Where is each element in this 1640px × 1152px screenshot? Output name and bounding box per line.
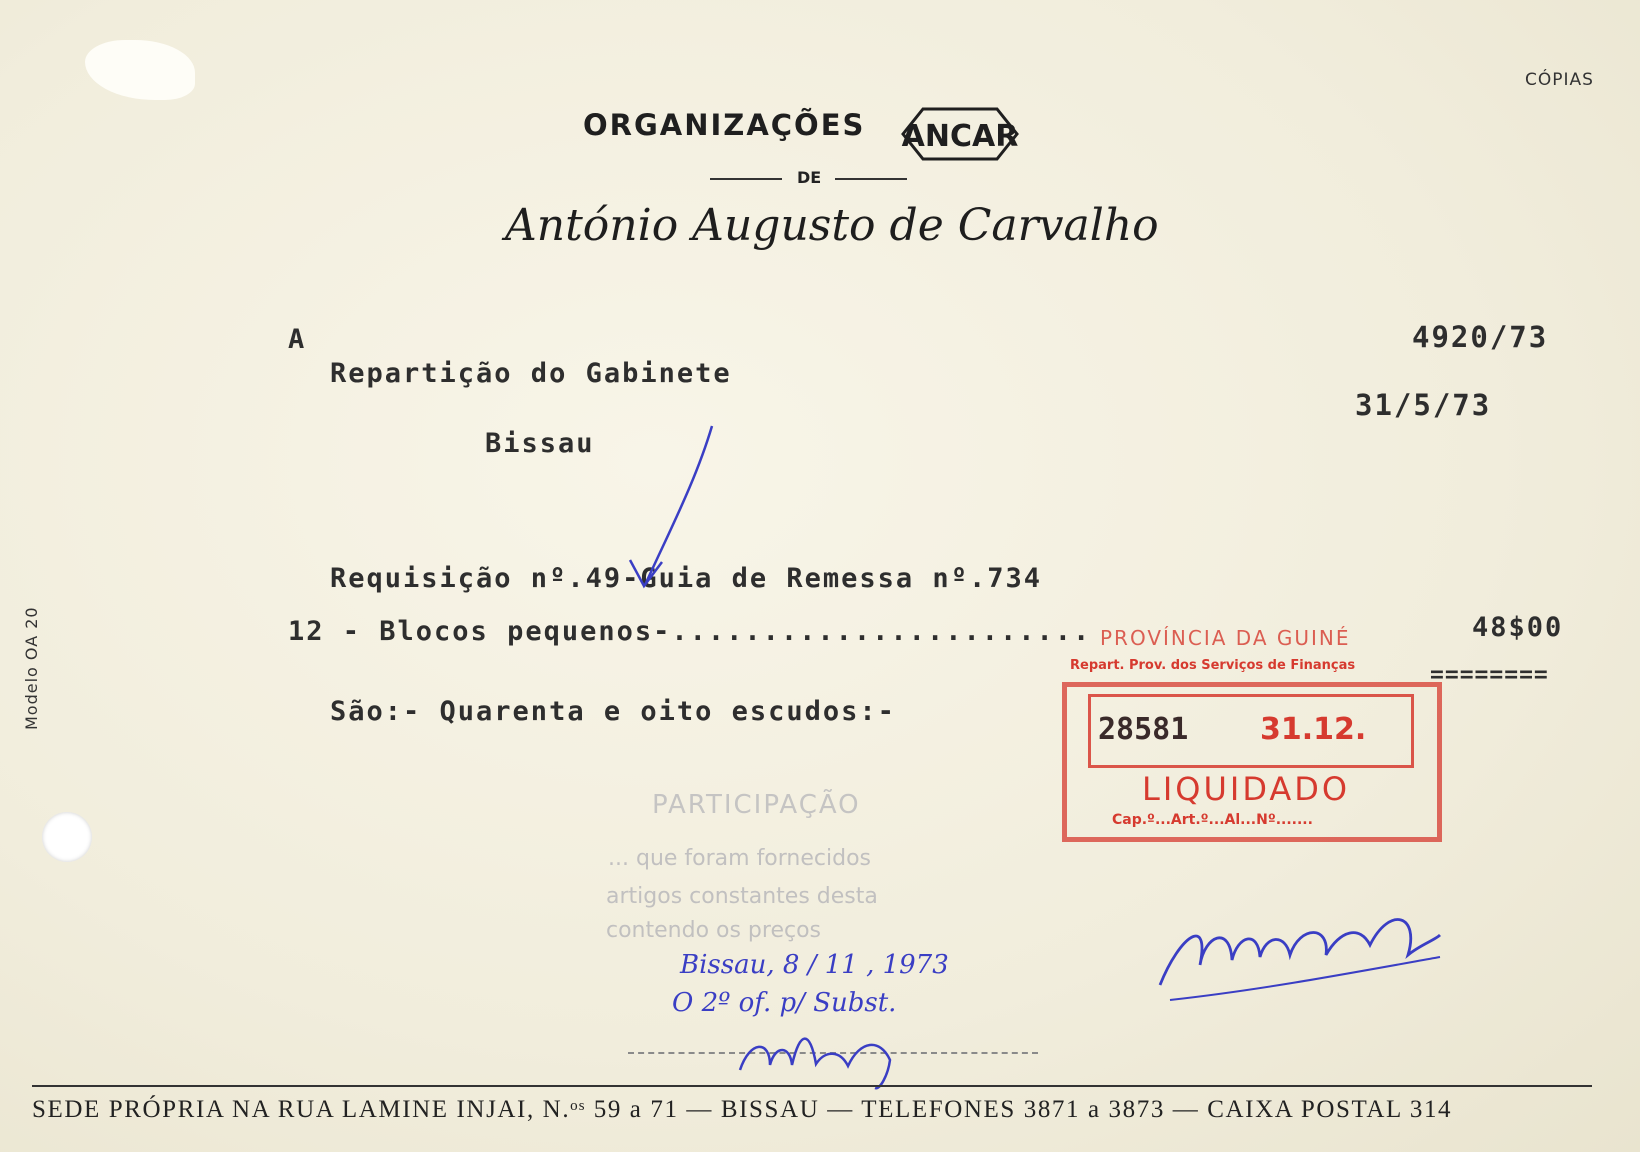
red-stamp-status: LIQUIDADO [1142,770,1351,808]
model-number: Modelo OA 20 [22,606,41,730]
item-amount: 48$00 [1472,612,1564,643]
de-rule-right [835,178,907,180]
paper-tear [85,40,195,100]
de-label: DE [797,168,822,187]
ancar-logo [895,105,1025,163]
main-signature [1140,895,1460,1015]
footer-rule [32,1085,1592,1087]
red-stamp-number: 28581 [1098,712,1189,747]
red-stamp-province: PROVÍNCIA DA GUINÉ [1100,626,1351,650]
gray-stamp-line2: artigos constantes desta [606,884,878,909]
red-stamp-office: Repart. Prov. dos Serviços de Finanças [1070,658,1356,673]
punch-hole [42,812,92,862]
gray-stamp-official: O 2º of. p/ Subst. [672,988,897,1018]
red-stamp-date: 31.12. [1260,712,1367,747]
reference-number: 4920/73 [1412,320,1549,354]
checkmark-stroke [600,420,720,600]
total-rule: ======== [1430,662,1549,688]
de-rule-left [710,178,782,180]
addressee-name: Repartição do Gabinete [330,358,732,389]
addressee-city: Bissau [485,428,595,459]
official-signature [730,1020,920,1090]
red-stamp-footer: Cap.º...Art.º...Al...Nº....... [1112,812,1313,828]
requisition-line: Requisição nº.49-Guia de Remessa nº.734 [330,563,1042,594]
organization-title: ORGANIZAÇÕES [583,108,866,142]
gray-stamp-place-date: Bissau, 8 / 11 , 1973 [680,950,949,980]
owner-name: António Augusto de Carvalho [505,200,1159,251]
reference-date: 31/5/73 [1355,388,1492,422]
gray-stamp-line3: contendo os preços [606,918,822,943]
item-line: 12 - Blocos pequenos-....................... [288,616,1092,647]
total-in-words: São:- Quarenta e oito escudos:- [330,696,896,727]
gray-stamp-title: PARTICIPAÇÃO [652,790,861,820]
copies-label: CÓPIAS [1525,70,1594,90]
logo-text: ANCAR [901,119,1019,154]
footer-address: SEDE PRÓPRIA NA RUA LAMINE INJAI, N.ᵒˢ 59 a 71 — BISSAU — TELEFONES 3871 a 3873 — CAIXA POSTAL 314 [32,1096,1453,1123]
gray-stamp-line1: ... que foram fornecidos [608,846,872,871]
addressee-prefix: A [288,324,307,355]
